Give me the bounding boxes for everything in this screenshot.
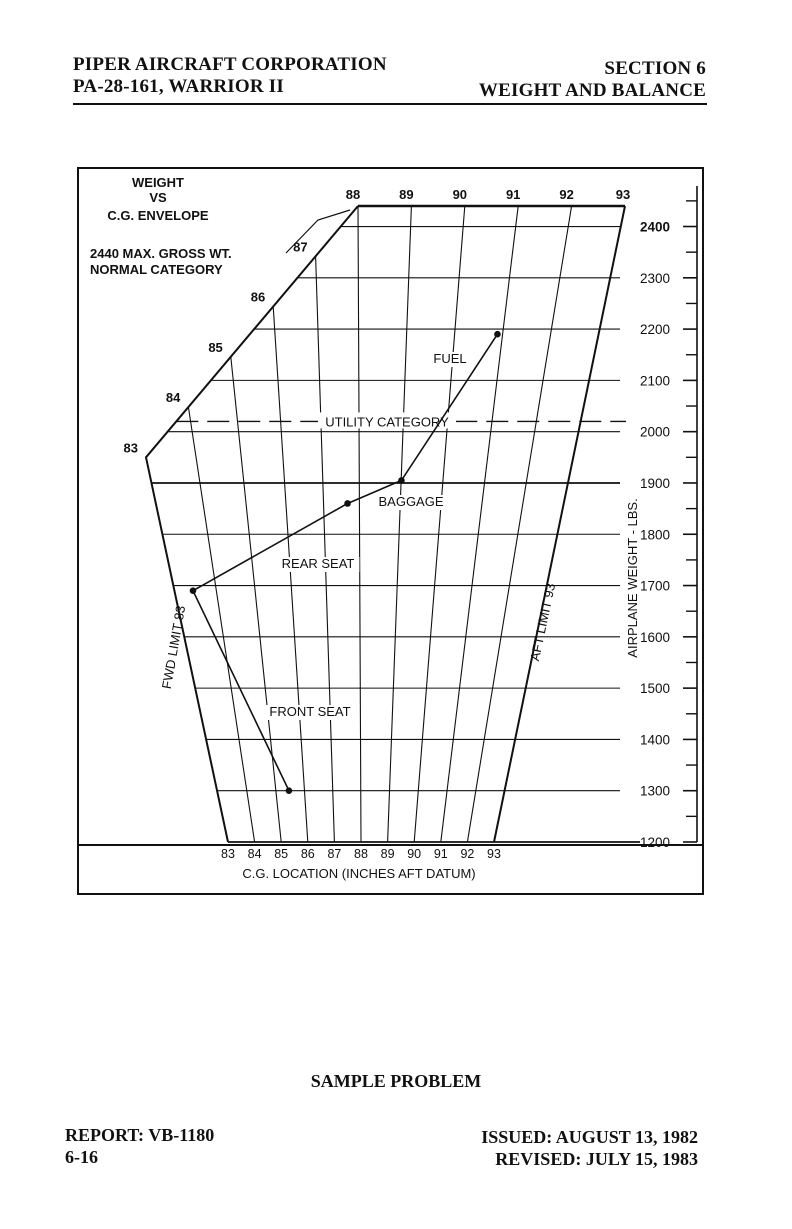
weight-tick-label: 2000 (640, 424, 671, 440)
cg-tick-label-bottom: 86 (300, 847, 315, 861)
footer-right (481, 1126, 698, 1170)
loading-step-label: FUEL (433, 351, 467, 366)
issued-date: ISSUED: AUGUST 13, 1982 (481, 1127, 698, 1147)
cg-tick-label-top: 89 (399, 187, 414, 202)
weight-tick-label: 1300 (640, 783, 671, 799)
gridline-cg-84 (188, 407, 254, 842)
weight-tick-label: 2100 (640, 373, 671, 389)
weight-tick-label: 1800 (640, 527, 671, 543)
weight-tick-label: 1700 (640, 578, 671, 594)
weight-tick-label: 2300 (640, 270, 671, 286)
cg-tick-label-top: 88 (345, 187, 361, 202)
cg-tick-label-bottom: 92 (460, 847, 475, 861)
fwd-limit-label: FWD LIMIT 83 (158, 604, 189, 691)
chart-title-line: VS (149, 190, 167, 205)
figure-caption: SAMPLE PROBLEM (310, 1071, 482, 1091)
cg-tick-label-bottom: 91 (433, 847, 448, 861)
aft-limit-edge (494, 206, 625, 842)
section-title: WEIGHT AND BALANCE (478, 80, 706, 101)
weight-tick-label: 2400 (640, 219, 671, 235)
cg-tick-label-fwd-edge: 85 (208, 339, 223, 355)
loading-point (344, 500, 351, 507)
gridline-cg-89 (388, 206, 412, 842)
weight-tick-label: 1500 (640, 681, 671, 697)
cg-tick-label-bottom: 88 (354, 847, 368, 861)
cg-tick-label-bottom: 87 (327, 847, 342, 861)
gridline-cg-88 (358, 206, 361, 842)
cg-tick-label-fwd-edge: 86 (250, 289, 266, 305)
company-name: PIPER AIRCRAFT CORPORATION (73, 54, 387, 75)
chart-title-line: WEIGHT (132, 175, 184, 190)
aircraft-model: PA-28-161, WARRIOR II (73, 76, 284, 97)
report-number: REPORT: VB-1180 (65, 1125, 215, 1145)
revised-date: REVISED: JULY 15, 1983 (495, 1149, 698, 1169)
gridline-cg-90 (414, 206, 465, 842)
cg-tick-label-bottom: 90 (407, 847, 422, 861)
weight-axis-title: AIRPLANE WEIGHT - LBS. (625, 498, 640, 658)
weight-tick-label: 1400 (640, 732, 671, 748)
loading-step-label: BAGGAGE (378, 494, 444, 509)
gridline-cg-86 (273, 307, 308, 842)
cg-tick-label-bottom: 85 (274, 847, 289, 861)
cg-tick-label-fwd-edge: 83 (123, 440, 138, 456)
weight-tick-label: 1200 (640, 835, 671, 850)
gridline-cg-87 (316, 256, 335, 842)
loading-point (398, 477, 405, 484)
footer-left (65, 1124, 214, 1168)
cg-tick-label-bottom: 89 (380, 847, 395, 861)
gridline-cg-92 (467, 206, 571, 842)
weight-tick-label: 1600 (640, 629, 671, 645)
chart-title-line: C.G. ENVELOPE (107, 208, 209, 223)
gridline-cg-91 (441, 206, 518, 842)
cg-tick-label-bottom: 84 (247, 847, 262, 861)
cg-tick-label-bottom: 93 (487, 847, 501, 861)
utility-category-label: UTILITY CATEGORY (325, 414, 449, 430)
cg-tick-label-top: 91 (505, 187, 521, 202)
cg-tick-label-top: 92 (559, 187, 574, 202)
cg-tick-label-top: 93 (615, 187, 631, 202)
cg-tick-label-fwd-edge: 84 (165, 390, 181, 406)
section-number: SECTION 6 (604, 58, 706, 79)
weight-tick-label: 2200 (640, 322, 671, 338)
loading-step-label: REAR SEAT (281, 556, 355, 571)
normal-category-label: NORMAL CATEGORY (90, 262, 223, 277)
loading-point (286, 787, 293, 794)
max-gross-weight-label: 2440 MAX. GROSS WT. (90, 246, 232, 261)
loading-point (190, 587, 197, 594)
page-number: 6-16 (65, 1147, 98, 1167)
loading-step-label: FRONT SEAT (269, 704, 351, 719)
weight-tick-label: 1900 (640, 475, 671, 491)
gridline-cg-85 (231, 357, 281, 842)
cg-tick-label-top: 90 (452, 187, 468, 202)
aft-limit-label: AFT LIMIT 93 (527, 581, 559, 663)
loading-point (494, 331, 501, 338)
cg-axis-title: C.G. LOCATION (INCHES AFT DATUM) (242, 866, 476, 881)
cg-tick-label-bottom: 83 (221, 847, 235, 861)
cg-tick-label-fwd-edge: 87 (293, 239, 308, 255)
